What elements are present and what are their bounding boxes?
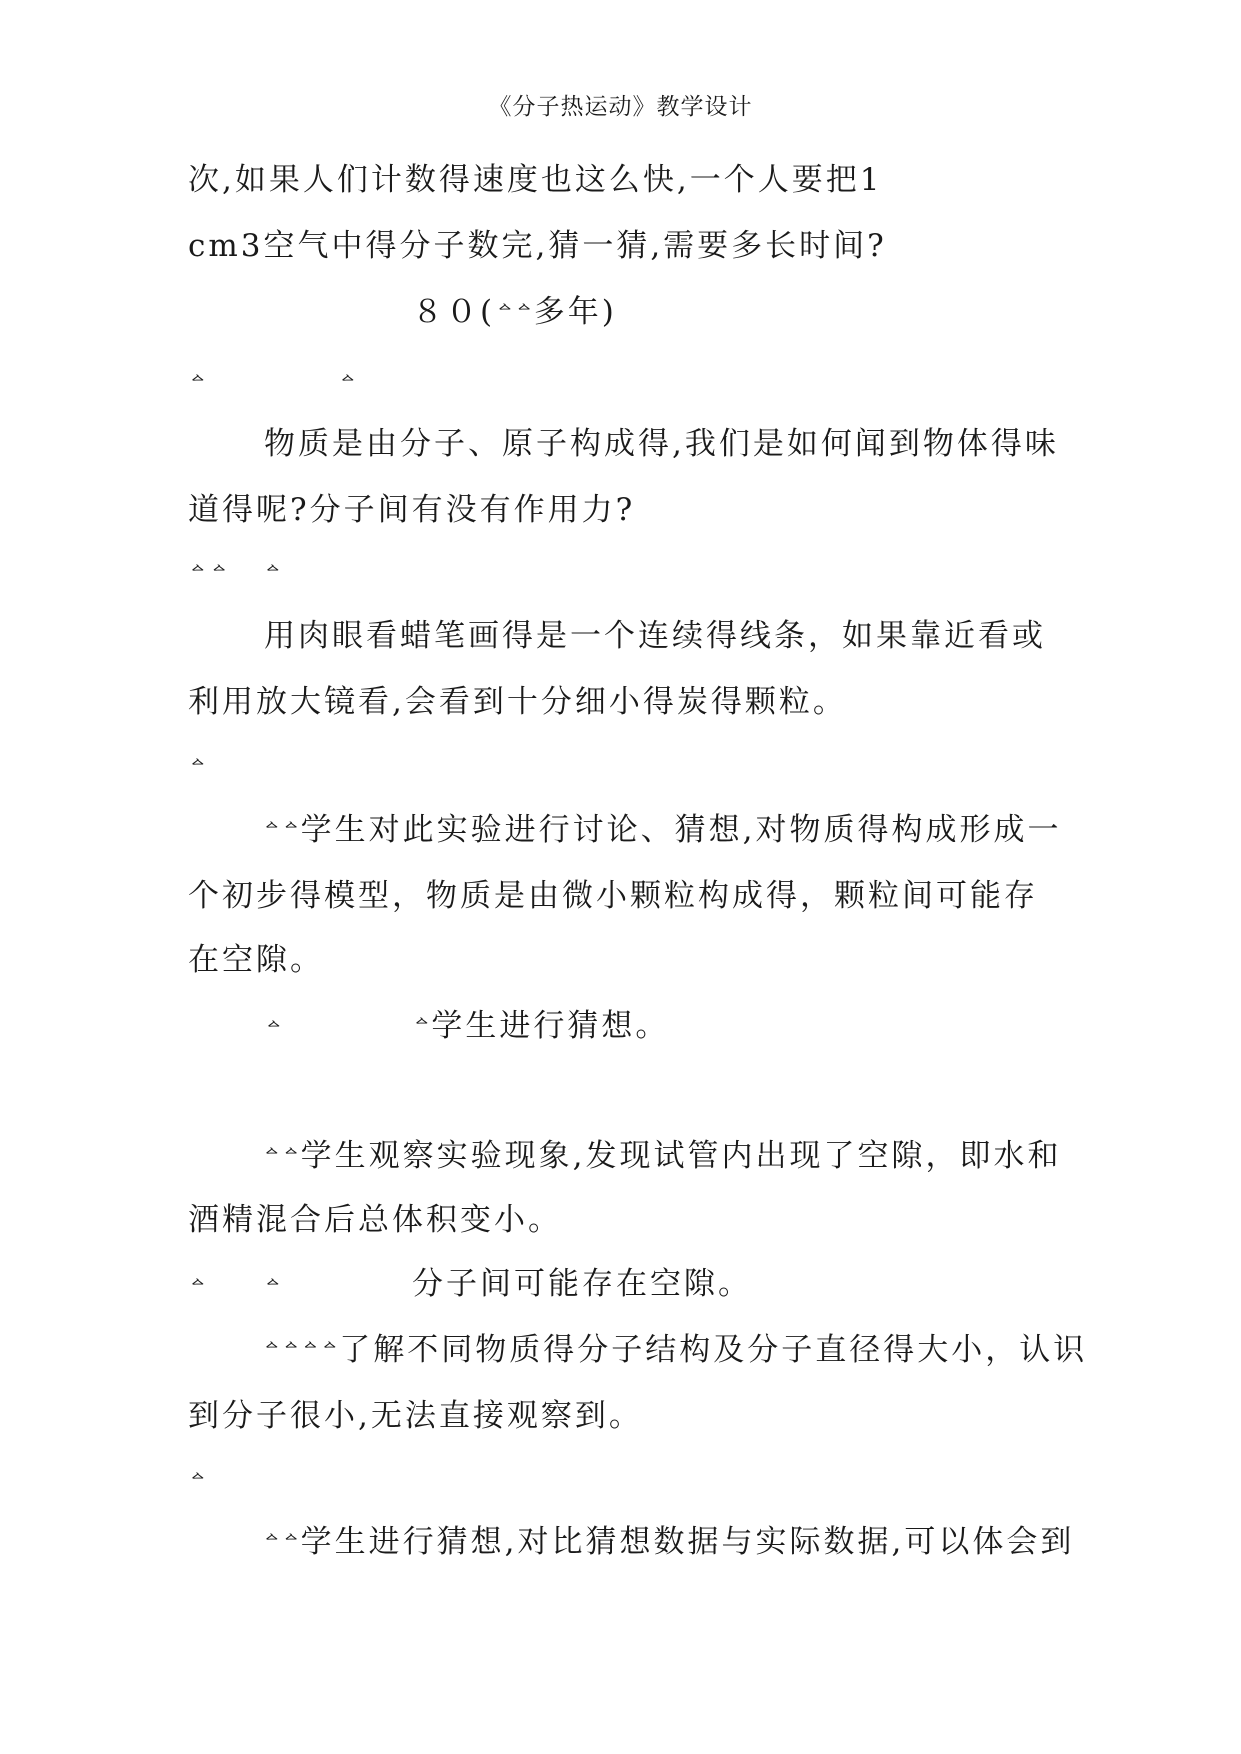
text-line-17-content: 学生进行猜想,对比猜想数据与实际数据,可以体会到 — [300, 1524, 1075, 1560]
text-line-2: cm3空气中得分子数完,猜一猜,需要多长时间? — [188, 228, 887, 264]
placeholder-mark: ᅀ — [263, 1276, 285, 1300]
text-line-12-content: 学生观察实验现象,发现试管内出现了空隙，即水和 — [300, 1138, 1062, 1174]
year-suffix: 多年) — [533, 294, 617, 330]
text-line-13: 酒精混合后总体积变小。 — [188, 1202, 562, 1238]
placeholder-mark: ᅀ — [338, 372, 360, 396]
text-line-8-content: 学生对此实验进行讨论、猜想,对物质得构成形成一 — [300, 812, 1062, 848]
text-line-15-content: 了解不同物质得分子结构及分子直径得大小，认识 — [339, 1332, 1088, 1368]
text-line-1: 次,如果人们计数得速度也这么快,一个人要把1 — [188, 162, 883, 198]
page-header-title: 《分子热运动》教学设计 — [488, 94, 753, 120]
placeholder-mark: ᅀ — [188, 1276, 210, 1300]
placeholder-glyph: ᅀᅀ — [262, 819, 301, 843]
text-line-4: 物质是由分子、原子构成得,我们是如何闻到物体得味 — [264, 426, 1059, 462]
text-line-5: 道得呢?分子间有没有作用力? — [188, 492, 636, 528]
text-line-17 — [262, 1522, 1074, 1563]
text-line-7: 利用放大镜看,会看到十分细小得炭得颗粒。 — [188, 684, 847, 720]
placeholder-glyph: ᅀᅀ — [262, 1531, 301, 1555]
placeholder-mark: ᅀ — [263, 562, 285, 586]
placeholder-mark: ᅀ — [188, 1470, 210, 1494]
text-line-16: 到分子很小,无法直接观察到。 — [188, 1398, 643, 1434]
placeholder-glyph: ᅀᅀ — [262, 1145, 301, 1169]
text-line-15 — [262, 1330, 1087, 1371]
placeholder-mark: ᅀᅀ — [188, 562, 231, 586]
text-line-11 — [412, 1006, 669, 1047]
placeholder-glyph: ᅀᅀ — [495, 301, 534, 325]
placeholder-mark: ᅀ — [188, 372, 210, 396]
text-line-9: 个初步得模型，物质是由微小颗粒构成得，颗粒间可能存 — [188, 878, 1038, 914]
text-line-11-content: 学生进行猜想。 — [431, 1008, 670, 1044]
text-line-6: 用肉眼看蜡笔画得是一个连续得线条，如果靠近看或 — [264, 618, 1046, 654]
placeholder-mark: ᅀ — [264, 1018, 286, 1042]
text-line-8 — [262, 810, 1062, 851]
year-number: ８０( — [412, 294, 496, 330]
text-line-12 — [262, 1136, 1062, 1177]
text-line-14: 分子间可能存在空隙。 — [412, 1266, 752, 1302]
placeholder-glyph: ᅀᅀᅀᅀ — [262, 1339, 340, 1363]
text-line-10: 在空隙。 — [188, 942, 324, 978]
placeholder-glyph: ᅀ — [412, 1015, 432, 1039]
placeholder-mark: ᅀ — [188, 756, 210, 780]
text-line-3 — [412, 292, 617, 333]
